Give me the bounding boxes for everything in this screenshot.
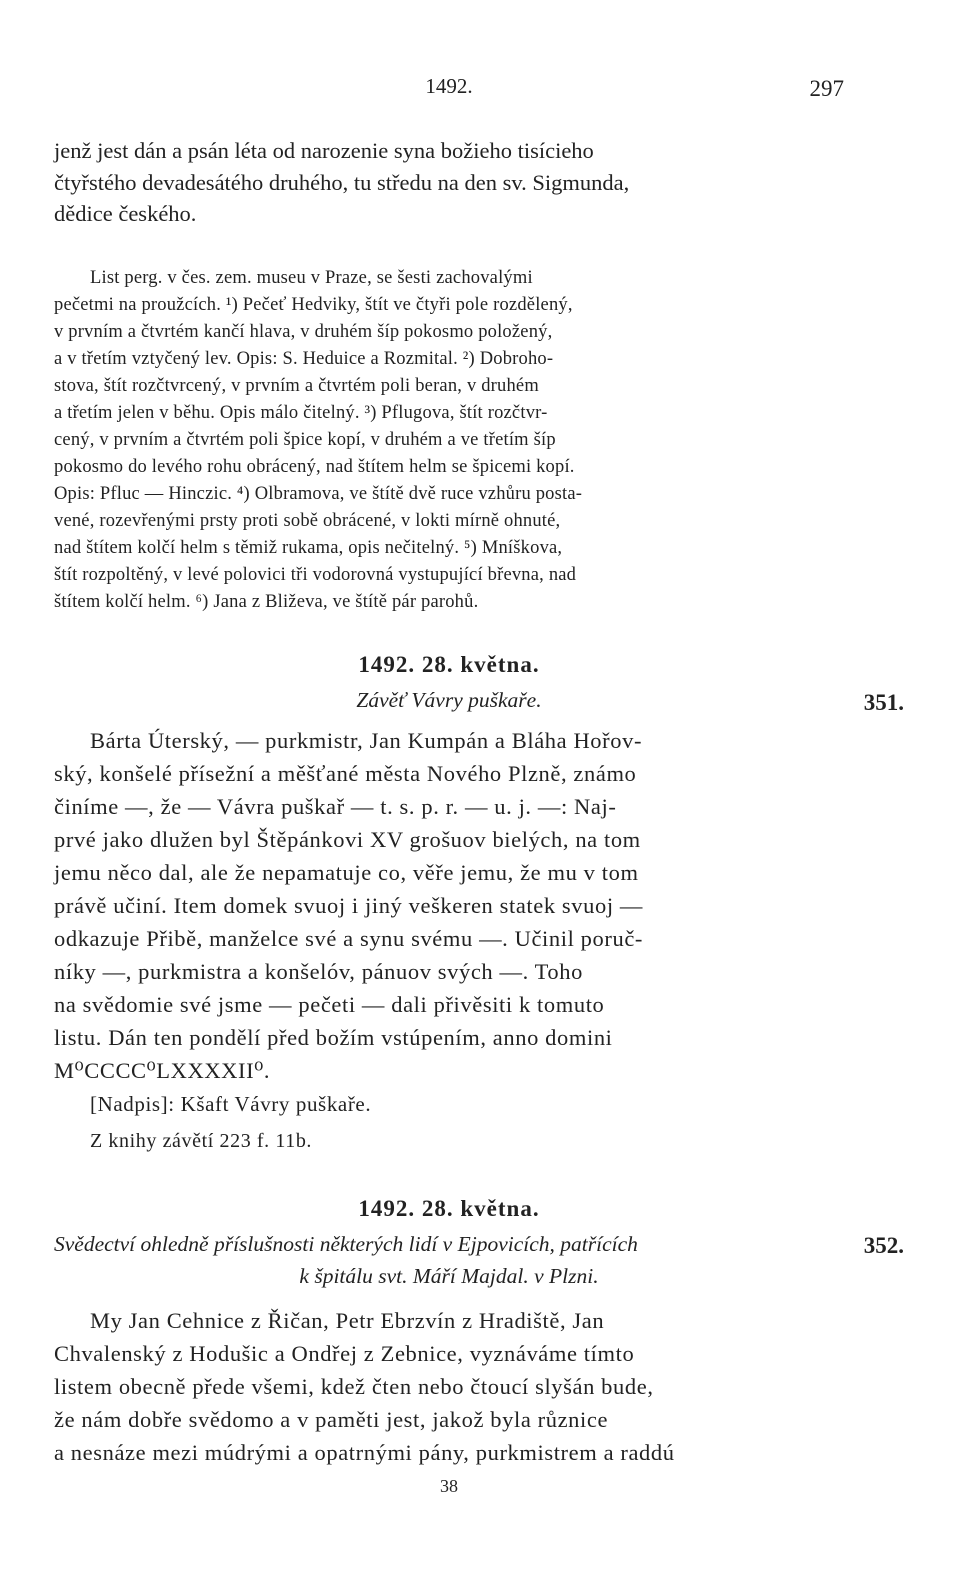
body-line: Chvalenský z Hodušic a Ondřej z Zebnice, vyznáváme tímto <box>54 1341 635 1366</box>
intro-line: dědice českého. <box>54 201 197 226</box>
body-line: právě učiní. Item domek svuoj i jiný veškeren statek svuoj — <box>54 893 644 918</box>
body-line: že nám dobře svědomo a v paměti jest, jakož byla různice <box>54 1407 609 1432</box>
document-number: 352. <box>863 1233 904 1258</box>
note-line: štít rozpoltěný, v levé polovici tři vodorovná vystupující břevna, nad <box>54 565 577 585</box>
body-line: M⁰CCCC⁰LXXXXII⁰. <box>54 1058 271 1083</box>
intro-line: jenž jest dán a psán léta od narozenie syna božieho tisícieho <box>54 138 594 163</box>
signature-mark: 38 <box>440 1476 458 1496</box>
body-line: prvé jako dlužen byl Štěpánkovi XV grošuov bielých, na tom <box>54 827 641 852</box>
document-title: Svědectví ohledně příslušnosti některých lidí v Ejpovicích, patřících <box>54 1232 638 1256</box>
note-line: nad štítem kolčí helm s těmiž rukama, opis nečitelný. ⁵) Mníškova, <box>54 538 563 558</box>
document-title-continued: k špitálu svt. Máří Majdal. v Plzni. <box>299 1264 599 1288</box>
source-line: Z knihy závětí 223 f. 11b. <box>90 1130 313 1152</box>
note-line: štítem kolčí helm. ⁶) Jana z Bliževa, ve štítě pár parohů. <box>54 592 479 612</box>
note-line: v prvním a čtvrtém kančí hlava, v druhém šíp pokosmo položený, <box>54 322 553 342</box>
body-line: odkazuje Přibě, manželce své a synu svému —. Učinil poruč- <box>54 926 644 951</box>
document-number: 351. <box>863 690 904 715</box>
page-number: 297 <box>809 76 844 101</box>
body-line: a nesnáze mezi múdrými a opatrnými pány, purkmistrem a raddú <box>54 1440 675 1465</box>
body-line: jemu něco dal, ale že nepamatuje co, věře jemu, že mu v tom <box>54 860 639 885</box>
note-line: stova, štít rozčtvrcený, v prvním a čtvrtém poli beran, v druhém <box>54 376 539 396</box>
note-line: a v třetím vztyčený lev. Opis: S. Heduice a Rozmital. ²) Dobroho- <box>54 349 554 369</box>
body-line: ský, konšelé přísežní a měšťané města Nového Plzně, známo <box>54 761 637 786</box>
body-line: níky —, purkmistra a konšelóv, pánuov svých —. Toho <box>54 959 583 984</box>
document-title: Závěť Vávry puškaře. <box>356 688 542 712</box>
note-line: a třetím jelen v běhu. Opis málo čitelný. ³) Pflugova, štít rozčtvr- <box>54 403 548 423</box>
note-line: pokosmo do levého rohu obrácený, nad štítem helm se špicemi kopí. <box>54 457 575 477</box>
note-line: List perg. v čes. zem. museu v Praze, se šesti zachovalými <box>90 268 533 288</box>
inscription-line: [Nadpis]: Kšaft Vávry puškaře. <box>90 1092 372 1116</box>
note-line: Opis: Pfluc — Hinczic. ⁴) Olbramova, ve štítě dvě ruce vzhůru posta- <box>54 484 583 504</box>
body-line: My Jan Cehnice z Řičan, Petr Ebrzvín z Hradiště, Jan <box>90 1308 605 1333</box>
body-line: Bárta Úterský, — purkmistr, Jan Kumpán a Bláha Hořov- <box>90 728 643 753</box>
note-line: pečetmi na proužcích. ¹) Pečeť Hedviky, štít ve čtyři pole rozdělený, <box>54 295 573 315</box>
note-line: cený, v prvním a čtvrtém poli špice kopí, v druhém a ve třetím šíp <box>54 430 556 450</box>
intro-line: čtyřstého devadesátého druhého, tu středu na den sv. Sigmunda, <box>54 170 630 195</box>
note-line: vené, rozevřenými prsty proti sobě obrácené, v lokti mírně ohnuté, <box>54 511 561 531</box>
body-line: činíme —, že — Vávra puškař — t. s. p. r. — u. j. —: Naj- <box>54 794 617 819</box>
body-line: listu. Dán ten pondělí před božím vstúpením, anno domini <box>54 1025 613 1050</box>
page-header <box>54 74 844 104</box>
document-date: 1492. 28. května. <box>358 1196 540 1221</box>
header-year: 1492. <box>425 74 473 98</box>
body-line: na svědomie své jsme — pečeti — dali přivěsiti k tomuto <box>54 992 605 1017</box>
body-line: listem obecně přede všemi, kdež čten nebo čtoucí slyšán bude, <box>54 1374 654 1399</box>
document-date: 1492. 28. května. <box>358 652 540 677</box>
